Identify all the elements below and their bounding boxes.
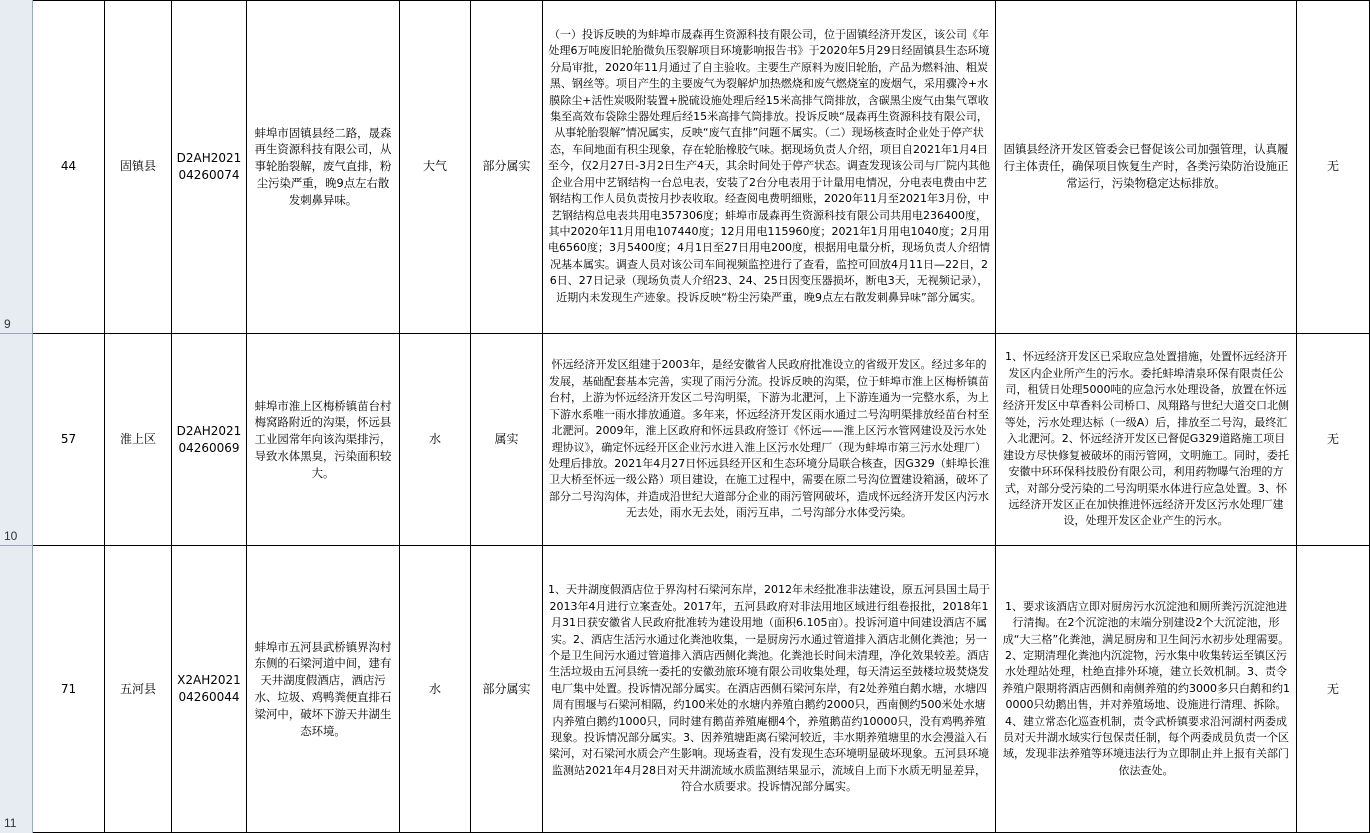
cell-complaint[interactable]	[247, 0, 400, 334]
cell-number-text: 71	[60, 681, 77, 696]
cell-verdict[interactable]	[471, 334, 543, 546]
row-header-10[interactable]	[0, 334, 33, 546]
cell-district[interactable]	[105, 334, 172, 546]
cell-district[interactable]	[105, 0, 172, 334]
cell-complaint[interactable]	[247, 546, 400, 833]
row-number: 11	[4, 816, 17, 830]
cell-category-text: 大气	[422, 159, 447, 174]
cell-investigation[interactable]	[543, 334, 996, 546]
cell-verdict-text: 部分属实	[482, 159, 531, 174]
cell-number[interactable]	[33, 334, 105, 546]
cell-code[interactable]	[172, 334, 247, 546]
row-header-9[interactable]	[0, 0, 33, 334]
cell-verdict[interactable]	[471, 0, 543, 334]
cell-code-text: D2AH202104260069	[176, 423, 242, 455]
cell-accountability-text: 无	[1326, 159, 1339, 174]
cell-measures-text: 1、怀远经济开发区已采取应急处置措施，处置怀远经济开发区内企业所产生的污水。委托蚌埠清泉环保有限责任公司，租赁日处理5000吨的应急污水处理设备，放置在怀远经济开发区中草香料公司桥口、凤翔路与世纪大道交口北侧等处，污水处理达标（一级A）后，排放至二号沟，最终汇入北淝河。2、怀远经济开发区已督促G329道路施工项目建设方尽快修复被破坏的雨污管网，文明施工。同时，委托安徽中环环保科技股份有限公司，利用药物曝气治理的方式，对部分受污染的二号沟明渠水体进行应急处置。3、怀远经济开发区正在加快推进怀远经济开发区污水处理厂建设，处理开发区企业产生的污水。	[1003, 350, 1289, 528]
cell-code-text: X2AH202104260044	[177, 673, 241, 704]
cell-code[interactable]	[172, 546, 247, 833]
cell-investigation[interactable]	[543, 0, 996, 334]
cell-verdict-text: 部分属实	[482, 681, 531, 696]
cell-verdict-text: 属实	[494, 432, 519, 447]
cell-category[interactable]	[400, 0, 471, 334]
cell-number-text: 44	[60, 159, 77, 174]
cell-measures-text: 1、要求该酒店立即对厨房污水沉淀池和厕所粪污沉淀池进行清掏。在2个沉淀池的末端分别建设2个大沉淀池，形成“大三格”化粪池，满足厨房和卫生间污水初步处理需要。2、定期清理化粪池内沉淀物，污水集中收集转运至镇区污水处理站处理，杜绝直排外环境，建立长效机制。3、责令养殖户限期将酒店西侧和南侧养殖的约3000多只白鹅和约10000只幼鹅出售，并对养殖场地、设施进行清理、拆除。4、建立常态化巡查机制，责令武桥镇要求沿河湖村两委成员对天井湖水域实行包保责任制，每个两委成员负责一个区域，发现非法养殖等环境违法行为立即制止并上报有关部门依法查处。	[1002, 599, 1290, 777]
cell-measures-text: 固镇县经济开发区管委会已督促该公司加强管理，认真履行主体责任，确保项目恢复生产时，各类污染防治设施正常运行，污染物稳定达标排放。	[1003, 142, 1289, 190]
cell-complaint-text: 蚌埠市淮上区梅桥镇苗台村梅窝路附近的沟渠，怀远县工业园常年向该沟渠排污，导致水体黑臭，污染面积较大。	[254, 398, 392, 480]
cell-number-text: 57	[60, 432, 77, 447]
cell-category-text: 水	[428, 681, 441, 696]
cell-accountability[interactable]	[1297, 546, 1370, 833]
cell-category[interactable]	[400, 546, 471, 833]
cell-measures[interactable]	[996, 0, 1297, 334]
cell-complaint-text: 蚌埠市固镇县经二路，晟森再生资源科技有限公司，从事轮胎裂解，废气直排，粉尘污染严重，晚9点左右散发刺鼻异味。	[254, 125, 392, 207]
cell-category[interactable]	[400, 334, 471, 546]
row-number: 9	[4, 317, 11, 331]
cell-measures[interactable]	[996, 334, 1297, 546]
cell-category-text: 水	[428, 432, 441, 447]
cell-accountability-text: 无	[1326, 681, 1339, 696]
cell-complaint-text: 蚌埠市五河县武桥镇界沟村东侧的石梁河道中间，建有天井湖度假酒店，酒店污水、垃圾、鸡鸭粪便直排石梁河中，破坏下游天井湖生态环境。	[254, 639, 392, 738]
row-header-11[interactable]	[0, 546, 33, 833]
cell-code-text: D2AH202104260074	[176, 150, 242, 182]
cell-number[interactable]	[33, 546, 105, 833]
cell-investigation-text: 1、天井湖度假酒店位于界沟村石梁河东岸，2012年未经批准非法建设，原五河县国土局于2013年4月进行立案查处。2017年，五河县政府对非法用地区域进行组卷报批，2018年1月31日获安徽省人民政府批准转为建设用地（面积6.105亩）。投诉河道中间建设酒店不属实。2、酒店生活污水通过化粪池收集，一是厨房污水通过管道排入酒店北侧化粪池；另一个是卫生间污水通过管道排入酒店西侧化粪池。化粪池长时间未清理，净化效果较差。酒店生活垃圾由五河县统一委托的安徽劲旅环境有限公司收集处理，每天清运至鼓楼垃圾焚烧发电厂集中处置。投诉情况部分属实。在酒店西侧石梁河东岸，有2处养殖白鹅水塘，水塘四周有围堰与石梁河相隔，约100米处的水塘内养殖白鹅约2000只，西南侧约500米处水塘内养殖白鹅约1000只，同时建有鹅苗养殖庵棚4个，养殖鹅苗约10000只，没有鸡鸭养殖现象。投诉情况部分属实。3、因养殖塘距离石梁河较近，丰水期养殖塘里的水会漫溢入石梁河，对石梁河水质会产生影响。现场查看，没有发现生态环境明显破坏现象。五河县环境监测站2021年4月28日对天井湖流域水质监测结果显示，流域自上而下水质无明显差异，符合水质要求。投诉情况部分属实。	[548, 583, 990, 794]
cell-complaint[interactable]	[247, 334, 400, 546]
cell-code[interactable]	[172, 0, 247, 334]
cell-district-text: 淮上区	[119, 432, 156, 447]
cell-accountability-text: 无	[1326, 432, 1339, 447]
cell-investigation[interactable]	[543, 546, 996, 833]
cell-measures[interactable]	[996, 546, 1297, 833]
cell-verdict[interactable]	[471, 546, 543, 833]
cell-accountability[interactable]	[1297, 0, 1370, 334]
cell-district-text: 五河县	[119, 681, 156, 696]
cell-number[interactable]	[33, 0, 105, 334]
row-number: 10	[4, 529, 18, 543]
cell-accountability[interactable]	[1297, 334, 1370, 546]
cell-district-text: 固镇县	[119, 159, 156, 174]
cell-investigation-text: （一）投诉反映的为蚌埠市晟森再生资源科技有限公司，位于固镇经济开发区，该公司《年处理6万吨废旧轮胎微负压裂解项目环境影响报告书》于2020年5月29日经固镇县生态环境分局审批，2020年11月通过了自主验收。主要生产原料为废旧轮胎，产品为燃料油、粗炭黑、钢丝等。项目产生的主要废气为裂解炉加热燃烧和废气燃烧室的废烟气，采用骤冷+水膜除尘+活性炭吸附装置+脱硫设施处理后经15米高排气筒排放，含碳黑尘废气由集气罩收集至高效布袋除尘器处理后经15米高排气筒排放。投诉反映“晟森再生资源科技有限公司，从事轮胎裂解”情况属实，反映“废气直排”问题不属实。（二）现场核查时企业处于停产状态，车间地面有积尘现象，存在轮胎橡胶气味。据现场负责人介绍，项目自2021年1月4日至今，仅2月27日-3月2日生产4天，其余时间处于停产状态。调查发现该公司与厂院内其他企业合用中艺钢结构一台总电表，安装了2台分电表用于计量用电情况，分电表电费由中艺钢结构工作人员负责按月抄表收取。经查阅电费明细账，2020年11月至2021年3月份，中艺钢结构总电表共用电357306度；蚌埠市晟森再生资源科技有限公司共用电236400度，其中2020年11月用电107440度；12月用电115960度；2021年1月用电1040度；2月用电6560度；3月5400度；4月1日至27日用电200度，根据用电量分析，现场负责人介绍情况基本属实。调查人员对该公司车间视频监控进行了查看，监控可回放4月11日—22日，26日、27日记录（现场负责人介绍23、24、25日因变压器损坏，断电3天，无视频记录），近期内未发现生产迹象。投诉反映“粉尘污染严重，晚9点左右散发刺鼻异味”部分属实。	[548, 28, 990, 304]
cell-investigation-text: 怀远经济开发区组建于2003年，是经安徽省人民政府批准设立的省级开发区。经过多年的发展，基础配套基本完善，实现了雨污分流。投诉反映的沟渠，位于蚌埠市淮上区梅桥镇苗台村，上游为怀远经济开发区二号沟明渠，下游为北淝河，上下游连通为一完整水系，为上下游水系唯一雨水排放通道。多年来，怀远经济开发区雨水通过二号沟明渠排放经苗台村至北淝河。2009年，淮上区政府和怀远县政府签订《怀远——淮上区污水管网建设及污水处理协议》，确定怀远经开区企业污水进入淮上区污水处理厂（现为蚌埠市第三污水处理厂）处理后排放。2021年4月27日怀远县经开区和生态环境分局联合核查，因G329（蚌埠长淮卫大桥至怀远一级公路）项目建设，在施工过程中，需要在原二号沟位置建设箱涵，破坏了部分二号沟沟体，并造成沿世纪大道部分企业的雨污管网破坏，造成怀远经济开发区内污水无去处，雨水无去处，雨污互串，二号沟部分水体受污染。	[548, 358, 990, 520]
cell-district[interactable]	[105, 546, 172, 833]
